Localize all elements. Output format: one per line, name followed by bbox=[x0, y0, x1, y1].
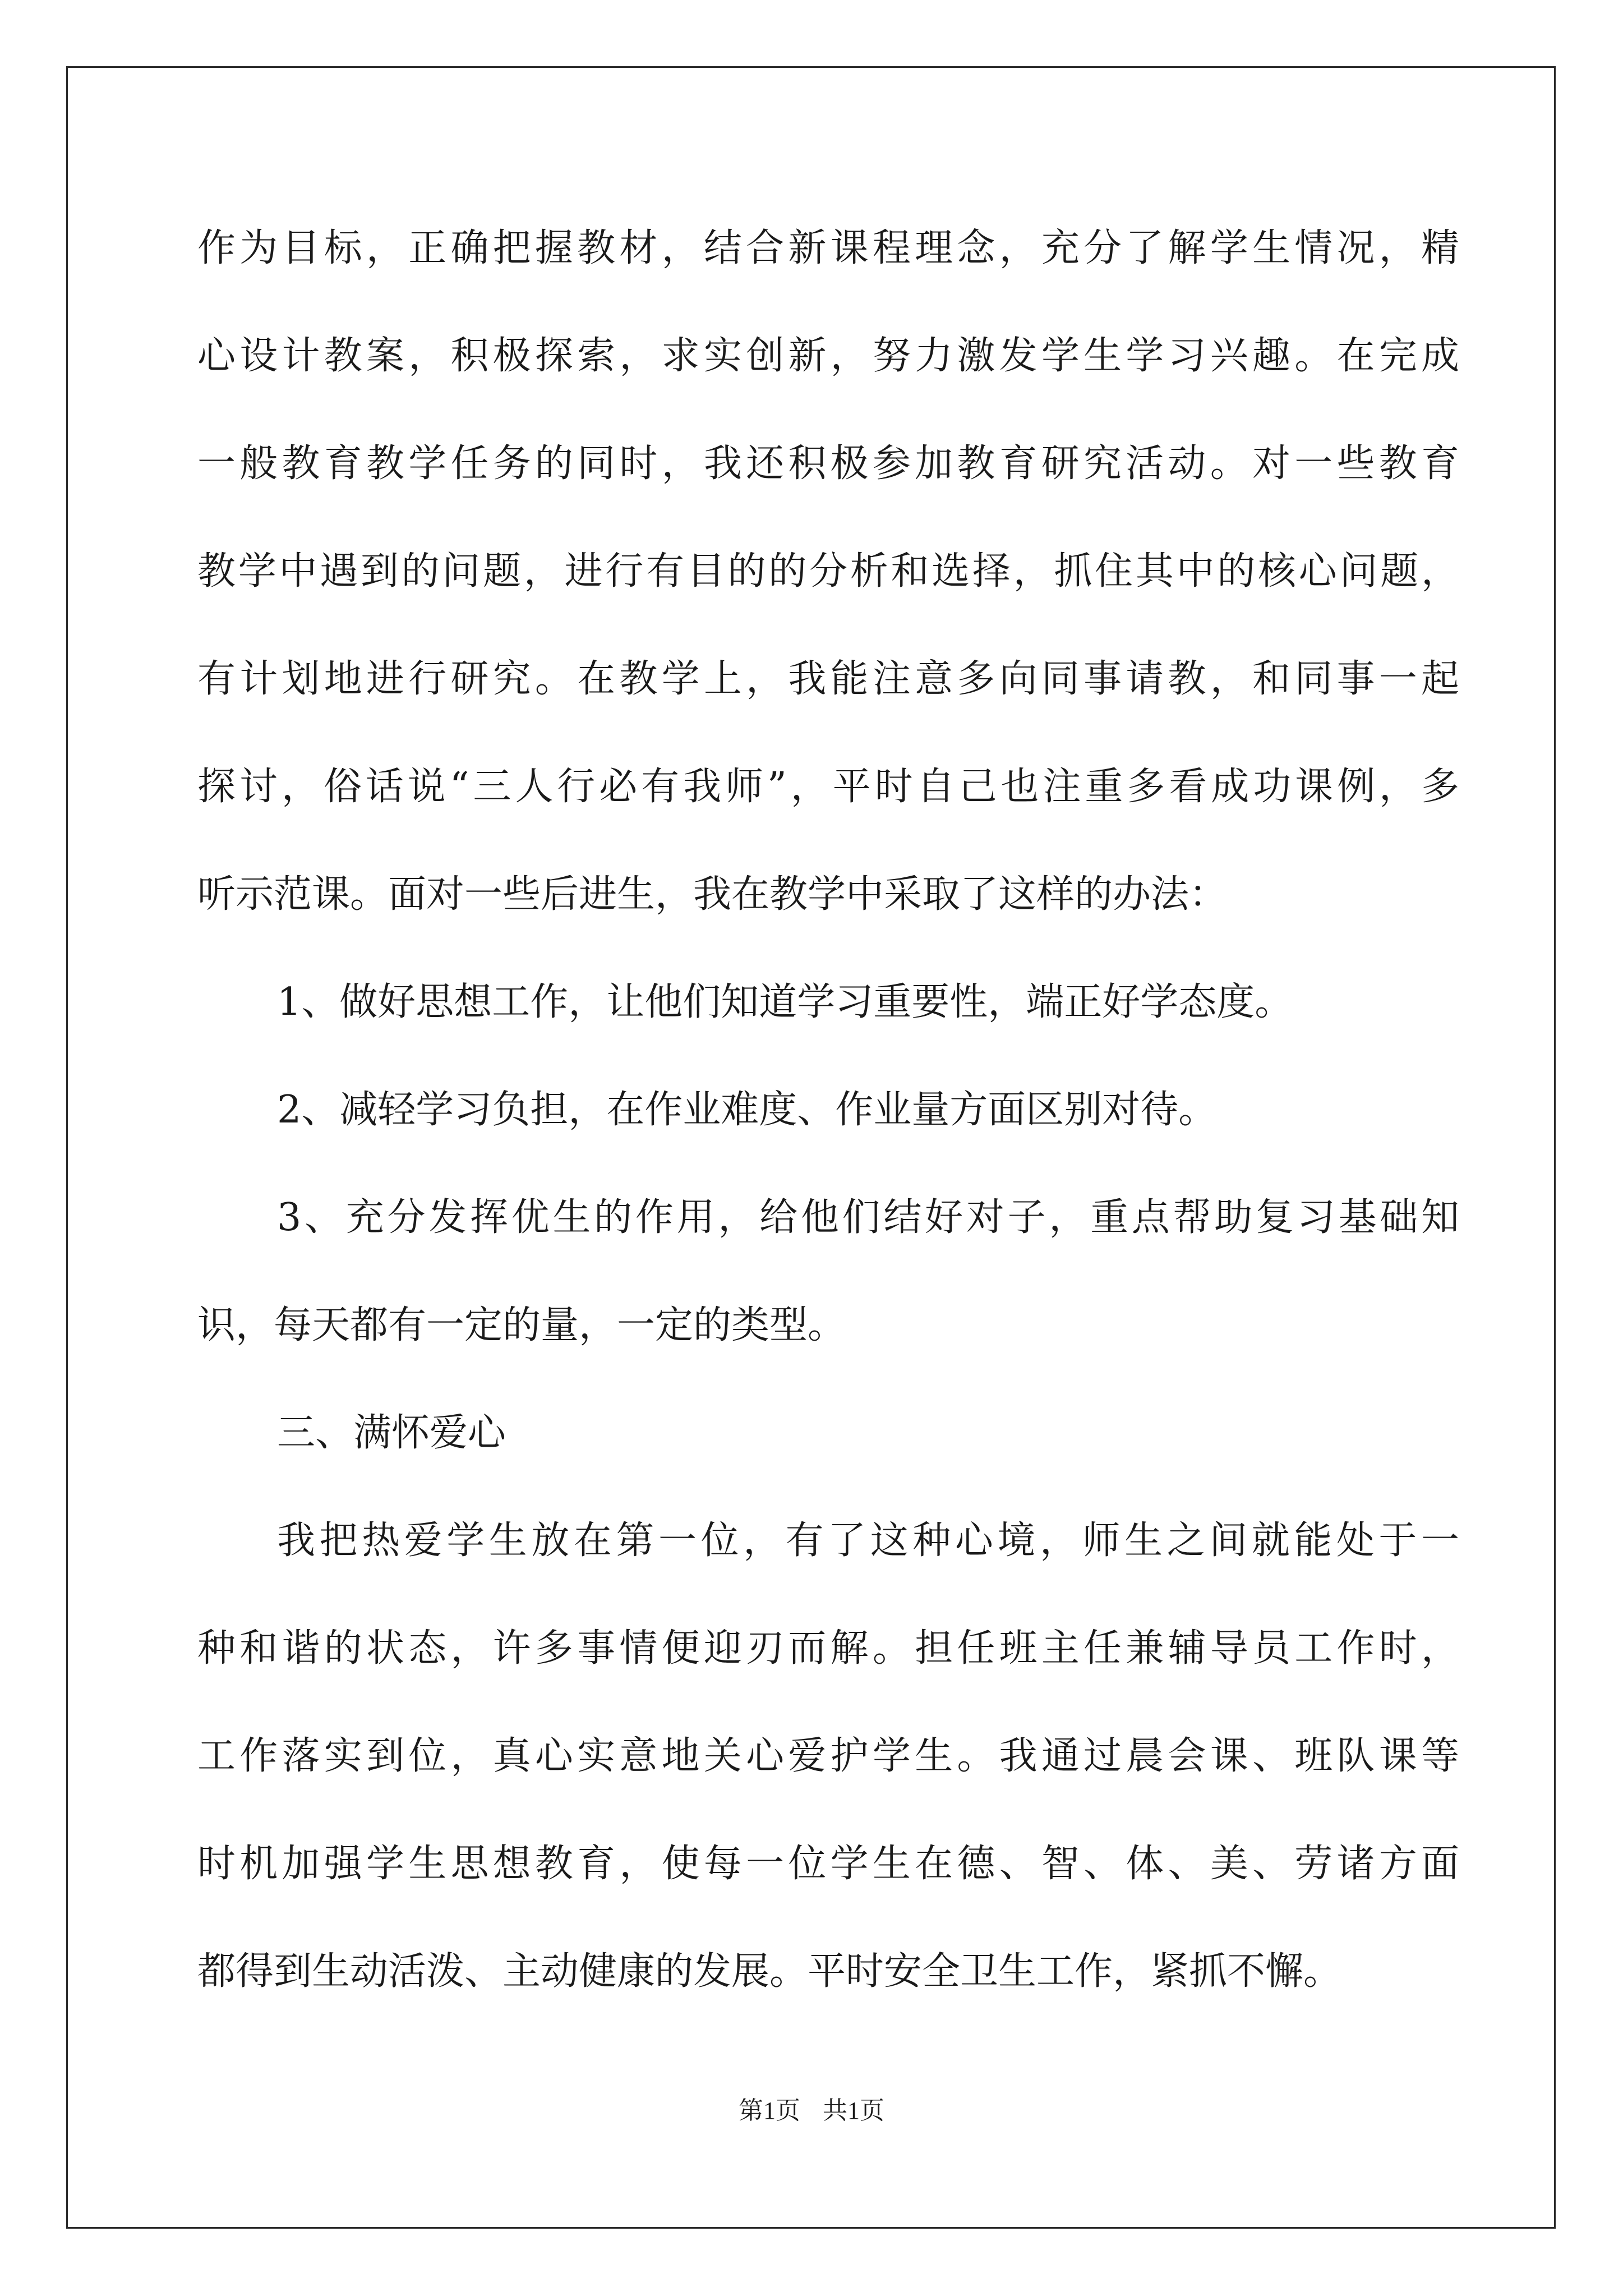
text-line: 听示范课。面对一些后进生，我在教学中采取了这样的办法： bbox=[197, 872, 1228, 917]
text-line: 工作落实到位，真心实意地关心爱护学生。我通过晨会课、班队课等 bbox=[197, 1734, 1459, 1778]
page-footer bbox=[0, 2094, 1623, 2128]
text-line: 作为目标，正确把握教材，结合新课程理念，充分了解学生情况，精 bbox=[197, 226, 1459, 270]
section-heading: 三、满怀爱心 bbox=[277, 1411, 506, 1455]
text-line: 都得到生动活泼、主动健康的发展。平时安全卫生工作，紧抓不懈。 bbox=[197, 1949, 1342, 1994]
text-line: 探讨，俗话说“三人行必有我师”，平时自己也注重多看成功课例，多 bbox=[197, 765, 1459, 809]
text-line: 一般教育教学任务的同时，我还积极参加教育研究活动。对一些教育 bbox=[197, 441, 1459, 486]
text-line: 种和谐的状态，许多事情便迎刃而解。担任班主任兼辅导员工作时， bbox=[197, 1626, 1459, 1671]
list-item: 3、充分发挥优生的作用，给他们结好对子，重点帮助复习基础知 bbox=[277, 1195, 1459, 1240]
page-number: 第1页 bbox=[739, 2097, 800, 2124]
list-item: 2、减轻学习负担，在作业难度、作业量方面区别对待。 bbox=[277, 1088, 1217, 1132]
document-body bbox=[197, 216, 1459, 2047]
text-line: 教学中遇到的问题，进行有目的的分析和选择，抓住其中的核心问题， bbox=[197, 549, 1459, 593]
page-total: 共1页 bbox=[823, 2097, 884, 2124]
text-line: 有计划地进行研究。在教学上，我能注意多向同事请教，和同事一起 bbox=[197, 657, 1459, 701]
text-line: 时机加强学生思想教育，使每一位学生在德、智、体、美、劳诸方面 bbox=[197, 1842, 1459, 1886]
text-line: 心设计教案，积极探索，求实创新，努力激发学生学习兴趣。在完成 bbox=[197, 334, 1459, 378]
text-line: 识，每天都有一定的量，一定的类型。 bbox=[197, 1303, 846, 1347]
list-item: 1、做好思想工作，让他们知道学习重要性，端正好学态度。 bbox=[277, 980, 1293, 1024]
paragraph-start: 我把热爱学生放在第一位，有了这种心境，师生之间就能处于一 bbox=[277, 1519, 1459, 1563]
